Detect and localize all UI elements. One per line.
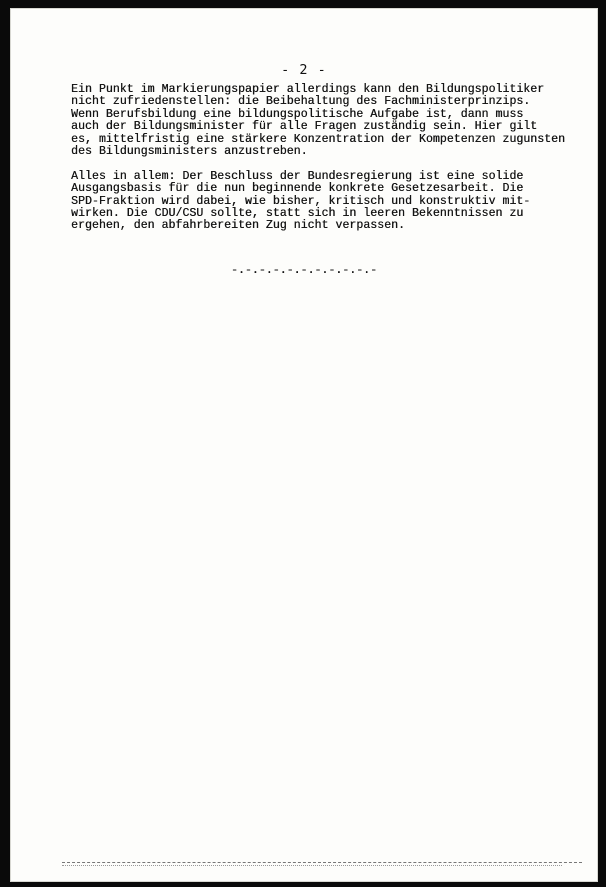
text-line: Alles in allem: Der Beschluss der Bundesregierung ist eine solide	[71, 169, 524, 183]
text-line: es, mittelfristig eine stärkere Konzentration der Kompetenzen zugunsten	[71, 132, 565, 146]
paragraph-1	[71, 84, 591, 158]
text-line: nicht zufriedenstellen: die Beibehaltung des Fachministerprinzips.	[71, 95, 531, 109]
page-bottom-edge	[62, 862, 582, 863]
text-line: wirken. Die CDU/CSU sollte, statt sich in leeren Bekenntnissen zu	[71, 207, 524, 221]
text-line: auch der Bildungsminister für alle Fragen zuständig sein. Hier gilt	[71, 120, 538, 134]
page-bottom-edge-shadow	[62, 865, 562, 866]
page-number: - 2 -	[281, 62, 327, 78]
text-line: des Bildungsministers anzustreben.	[71, 145, 308, 159]
section-separator: -.-.-.-.-.-.-.-.-.-.-	[230, 264, 378, 277]
text-line: Ausgangsbasis für die nun beginnende konkrete Gesetzesarbeit. Die	[71, 182, 524, 196]
paragraph-2	[71, 171, 591, 233]
document-page	[10, 8, 598, 882]
text-line: ergehen, den abfahrbereiten Zug nicht verpassen.	[71, 219, 405, 233]
text-line: Wenn Berufsbildung eine bildungspolitische Aufgabe ist, dann muss	[71, 107, 524, 121]
text-line: SPD-Fraktion wird dabei, wie bisher, kritisch und konstruktiv mit-	[71, 194, 531, 208]
body-text	[71, 84, 591, 245]
text-line: Ein Punkt im Markierungspapier allerdings kann den Bildungspolitiker	[71, 83, 545, 96]
